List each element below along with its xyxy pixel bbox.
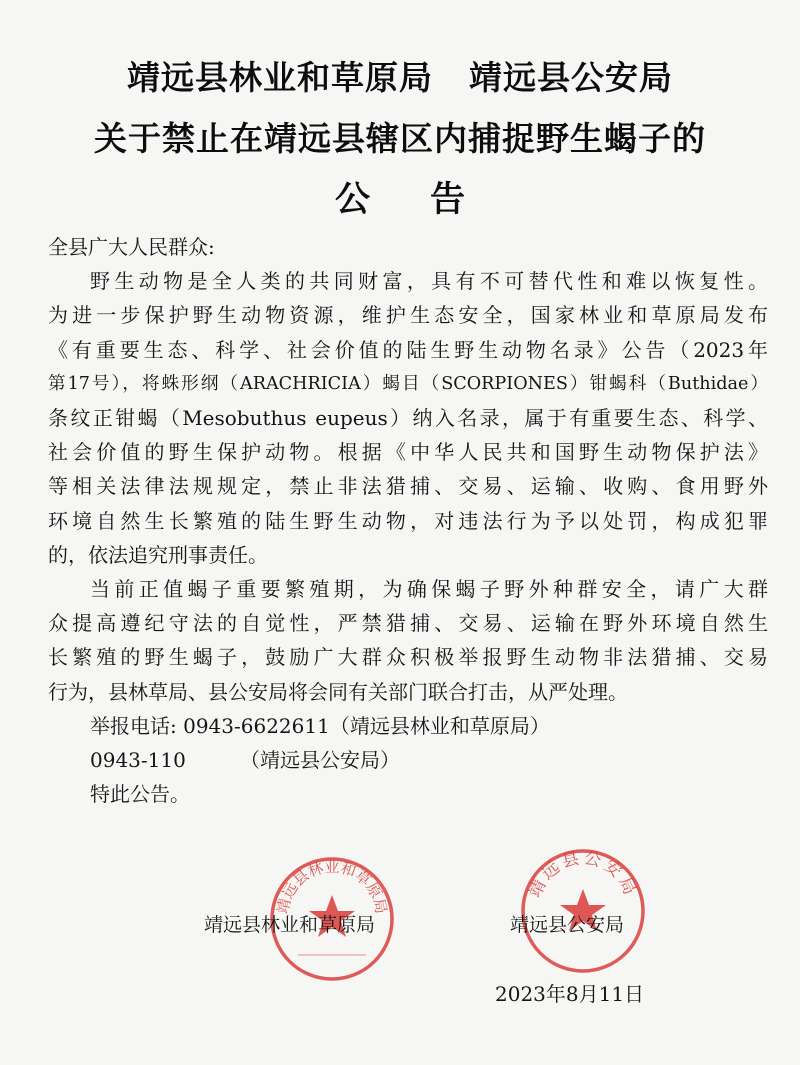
paragraph-1-line: 条纹正钳蝎（Mesobuthus eupeus）纳入名录，属于有重要生态、科学、: [48, 406, 768, 431]
paragraph-1-line: 第17号），将蛛形纲（ARACHRICIA）蝎目（SCORPIONES）钳蝎科（Buthidae）: [48, 373, 768, 394]
paragraph-2-line: 众提高遵纪守法的自觉性，严禁猎捕、交易、运输在野外环境自然生: [48, 611, 768, 636]
paragraph-1-line: 《有重要生态、科学、社会价值的陆生野生动物名录》公告（2023年: [48, 337, 768, 362]
issue-date: 2023年8月11日: [495, 982, 645, 1006]
issuer-line: [0, 52, 800, 99]
paragraph-1-line: 社会价值的野生保护动物。根据《中华人民共和国野生动物保护法》: [48, 440, 768, 465]
police-phone-number: 0943-110: [90, 748, 186, 773]
paragraph-2-line: 当前正值蝎子重要繁殖期，为确保蝎子野外种群安全，请广大群: [90, 577, 768, 602]
issuer-police: 靖远县公安局: [469, 58, 673, 97]
paragraph-1-line: 的，依法追究刑事责任。: [48, 542, 268, 567]
report-phone-line-2: [48, 743, 768, 777]
seal-text-left: 靖远县林业和草原局: [273, 857, 391, 916]
paragraph-1-line: 等相关法律法规规定，禁止非法猎捕、交易、运输、收购、食用野外: [48, 474, 768, 499]
document-subtitle: [0, 172, 800, 222]
seal-text-right: 靖远县公安局: [525, 848, 641, 901]
subtitle-char-2: 告: [430, 180, 466, 220]
report-phone-line: 举报电话: 0943-6622611（靖远县林业和草原局）: [90, 713, 550, 738]
paragraph-1-line: 野生动物是全人类的共同财富，具有不可替代性和难以恢复性。: [90, 269, 768, 294]
paragraph-2-line: 行为，县林草局、县公安局将会同有关部门联合打击，从严处理。: [48, 679, 628, 704]
paragraph-1-line: 为进一步保护野生动物资源，维护生态安全，国家林业和草原局发布: [48, 303, 768, 328]
paragraph-2-line: 长繁殖的野生蝎子，鼓励广大群众积极举报野生动物非法猎捕、交易: [48, 645, 768, 670]
paragraph-1-line: 环境自然生长繁殖的陆生野生动物，对违法行为予以处罚，构成犯罪: [48, 508, 768, 533]
signature-police: 靖远县公安局: [510, 914, 625, 936]
salutation: 全县广大人民群众:: [48, 235, 215, 259]
subtitle-char-1: 公: [334, 180, 370, 220]
closing-statement: 特此公告。: [90, 782, 190, 807]
signature-forestry: 靖远县林业和草原局: [204, 914, 376, 936]
document-title: 关于禁止在靖远县辖区内捕捉野生蝎子的: [94, 119, 706, 158]
notice-body: [48, 230, 768, 811]
issuer-forestry: 靖远县林业和草原局: [127, 58, 433, 97]
police-org-label: （靖远县公安局）: [240, 748, 400, 773]
